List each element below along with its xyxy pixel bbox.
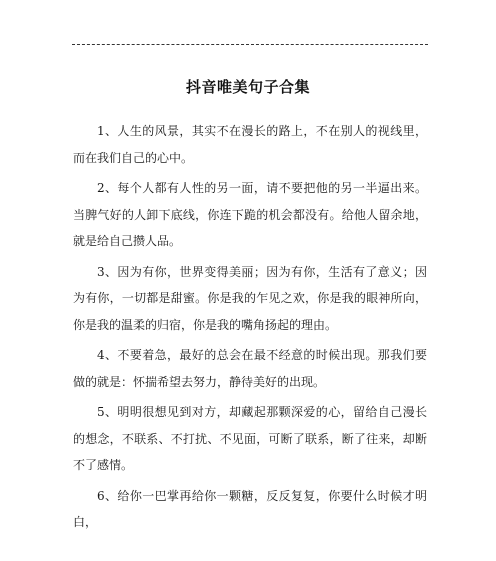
document-title: 抖音唯美句子合集 (185, 78, 310, 96)
paragraph-5: 5、明明很想见到对方，却藏起那颗深爱的心，留给自己漫长的想念，不联系、不打扰、不见面，可断了联系，断了往来，却断不了感情。 (73, 405, 427, 472)
paragraph-6: 6、给你一巴掌再给你一颗糖，反反复复，你要什么时候才明白， (73, 488, 427, 529)
header-dashed-rule (72, 44, 428, 45)
document-body (73, 118, 427, 540)
paragraph-4: 4、不要着急，最好的总会在最不经意的时候出现。那我们要做的就是：怀揣希望去努力，静待美好的出现。 (73, 348, 427, 389)
paragraph-2: 2、每个人都有人性的另一面，请不要把他的另一半逼出来。当脾气好的人卸下底线，你连下跪的机会都没有。给他人留余地，就是给自己攒人品。 (73, 181, 427, 248)
paragraph-3: 3、因为有你，世界变得美丽；因为有你，生活有了意义；因为有你，一切都是甜蜜。你是我的乍见之欢，你是我的眼神所向，你是我的温柔的归宿，你是我的嘴角扬起的理由。 (73, 264, 427, 332)
paragraph-1: 1、人生的风景，其实不在漫长的路上，不在别人的视线里，而在我们自己的心中。 (73, 124, 427, 165)
